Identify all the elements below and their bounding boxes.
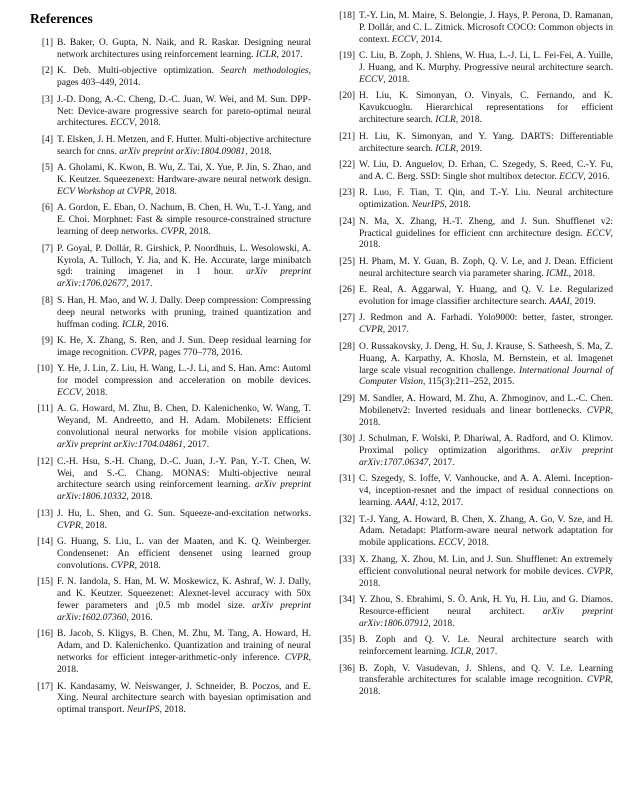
reference-number: [6] (41, 203, 53, 214)
venue-name: CVPR (130, 347, 155, 358)
reference-item (30, 336, 311, 360)
reference-item (332, 285, 613, 309)
reference-number: [25] (339, 256, 355, 267)
reference-item (30, 135, 311, 159)
reference-number: [12] (37, 456, 53, 467)
reference-number: [13] (37, 508, 53, 519)
reference-text: F. N. Iandola, S. Han, M. W. Moskewicz, K. Ashraf, W. J. Dally, and K. Keutzer. Squeezenet: Alexnet-level accuracy with 50x fewer parameters and ¡0.5 mb model size. arXiv preprint arXiv:1602.07360, 2016. (57, 577, 311, 623)
reference-number: [7] (41, 243, 53, 254)
reference-number: [23] (339, 188, 355, 199)
reference-item (30, 509, 311, 533)
reference-list-left (30, 38, 311, 717)
venue-name: ECCV (359, 75, 384, 86)
reference-item (332, 474, 613, 510)
reference-text: O. Russakovsky, J. Deng, H. Su, J. Krause, S. Satheesh, S. Ma, Z. Huang, A. Karpathy, A. Khosla, M. Bernstein, et al. Imagenet large scale visual recognition challenge. International Journal of Computer Vision, 115(3):211–252, 2015. (359, 341, 613, 388)
reference-text: T. Elsken, J. H. Metzen, and F. Hutter. Multi-objective architecture search for cnns. arXiv preprint arXiv:1804.09081, 2018. (57, 134, 311, 157)
reference-text: B. Zoph and Q. V. Le. Neural architecture search with reinforcement learning. ICLR, 2017. (359, 635, 613, 658)
venue-name: Search methodologies (220, 66, 309, 77)
reference-text: J. Redmon and A. Farhadi. Yolo9000: better, faster, stronger. CVPR, 2017. (359, 313, 613, 336)
reference-item (30, 404, 311, 452)
venue-name: ECCV (559, 171, 584, 182)
venue-name: NeurIPS (126, 705, 160, 716)
reference-number: [28] (339, 341, 355, 352)
reference-text: E. Real, A. Aggarwal, Y. Huang, and Q. V. Le. Regularized evolution for image classifier architecture search. AAAI, 2019. (359, 285, 613, 308)
reference-text: K. He, X. Zhang, S. Ren, and J. Sun. Deep residual learning for image recognition. CVPR, pages 770–778, 2016. (57, 335, 311, 358)
section-heading: References (30, 11, 93, 26)
reference-item (332, 188, 613, 212)
reference-text: N. Ma, X. Zhang, H.-T. Zheng, and J. Sun. Shufflenet v2: Practical guidelines for efficient cnn architecture design. ECCV, 2018. (359, 216, 613, 251)
reference-text: C. Szegedy, S. Ioffe, V. Vanhoucke, and A. A. Alemi. Inception-v4, inception-resnet and the impact of residual connections on learning. AAAI, 4:12, 2017. (359, 474, 613, 509)
reference-number: [35] (339, 635, 355, 646)
reference-number: [27] (339, 313, 355, 324)
reference-text: G. Huang, S. Liu, L. van der Maaten, and K. Q. Weinberger. Condensenet: An efficient densenet using learned group convolutions. CVPR, 2018. (57, 537, 311, 571)
reference-number: [29] (339, 393, 355, 404)
reference-item (332, 11, 613, 47)
reference-text: J. Hu, L. Shen, and G. Sun. Squeeze-and-excitation networks. CVPR, 2018. (57, 508, 311, 531)
reference-item (332, 313, 613, 337)
venue-name: International Journal of Computer Vision (359, 365, 613, 388)
reference-number: [5] (41, 163, 53, 174)
reference-text: P. Goyal, P. Dollár, R. Girshick, P. Noordhuis, L. Wesolowski, A. Kyrola, A. Tulloch, Y. Jia, and K. He. Accurate, large minibatch sgd: training imagenet in 1 hour. arXiv preprint arXiv:1706.02677, 2017. (57, 243, 311, 290)
reference-text: W. Liu, D. Anguelov, D. Erhan, C. Szegedy, S. Reed, C.-Y. Fu, and A. C. Berg. SSD: Single shot multibox detector. ECCV, 2016. (359, 159, 613, 182)
left-column (30, 11, 311, 786)
reference-item (332, 515, 613, 551)
reference-number: [18] (339, 11, 355, 21)
right-column (332, 11, 613, 786)
reference-item (30, 629, 311, 677)
reference-number: [4] (41, 134, 53, 145)
reference-item (332, 217, 613, 253)
reference-text: H. Liu, K. Simonyan, O. Vinyals, C. Fernando, and K. Kavukcuoglu. Hierarchical representations for efficient architecture search. ICLR, 2018. (359, 91, 613, 126)
venue-name: ECCV (57, 388, 82, 399)
reference-text: J. Schulman, F. Wolski, P. Dhariwal, A. Radford, and O. Klimov. Proximal policy optimization algorithms. arXiv preprint arXiv:1707.06347, 2017. (359, 434, 613, 468)
reference-number: [3] (41, 94, 53, 105)
reference-item (30, 203, 311, 239)
venue-name: ECCV (391, 34, 416, 45)
venue-name: ICLR (450, 647, 472, 658)
reference-item (30, 577, 311, 625)
reference-item (332, 342, 613, 390)
reference-item (332, 257, 613, 281)
venue-name: arXiv preprint arXiv:1806.07912 (359, 606, 613, 629)
reference-text: J.-D. Dong, A.-C. Cheng, D.-C. Juan, W. Wei, and M. Sun. DPP-Net: Device-aware progressive search for pareto-optimal neural architectures. ECCV, 2018. (57, 94, 311, 129)
reference-text: S. Han, H. Mao, and W. J. Dally. Deep compression: Compressing deep neural networks with pruning, trained quantization and huffman coding. ICLR, 2016. (57, 295, 311, 330)
venue-name: CVPR (110, 560, 135, 571)
reference-number: [11] (37, 404, 53, 415)
venue-name: AAAI (394, 498, 416, 509)
reference-text: C.-H. Hsu, S.-H. Chang, D.-C. Juan, J.-Y. Pan, Y.-T. Chen, W. Wei, and S.-C. Chang. MONAS: Multi-objective neural architecture search using reinforcement learning. arXiv preprint arXiv:1806.10332, 2018. (57, 456, 311, 503)
venue-name: arXiv preprint arXiv:1706.02677 (57, 267, 311, 290)
reference-number: [22] (339, 159, 355, 170)
venue-name: arXiv preprint arXiv:1806.10332 (57, 480, 311, 503)
reference-number: [32] (339, 514, 355, 525)
reference-text: H. Liu, K. Simonyan, and Y. Yang. DARTS: Differentiable architecture search. ICLR, 2019. (359, 131, 613, 154)
reference-text: T.-J. Yang, A. Howard, B. Chen, X. Zhang, A. Go, V. Sze, and H. Adam. Netadapt: Platform-aware neural network adaptation for mobile applications. ECCV, 2018. (359, 514, 613, 549)
reference-number: [1] (41, 38, 53, 48)
reference-text: B. Zoph, V. Vasudevan, J. Shlens, and Q. V. Le. Learning transferable architectures for scalable image recognition. CVPR, 2018. (359, 663, 613, 698)
venue-name: AAAI (549, 297, 570, 308)
reference-item (332, 434, 613, 470)
reference-text: M. Sandler, A. Howard, M. Zhu, A. Zhmoginov, and L.-C. Chen. Mobilenetv2: Inverted residuals and linear bottlenecks. CVPR, 2018. (359, 393, 613, 428)
reference-number: [17] (37, 681, 53, 692)
reference-item (332, 664, 613, 700)
venue-name: ECV Workshop at CVPR (57, 186, 151, 197)
reference-number: [8] (41, 295, 53, 306)
reference-text: K. Kandasamy, W. Neiswanger, J. Schneider, B. Poczos, and E. Xing. Neural architecture search with bayesian optimisation and optimal transport. NeurIPS, 2018. (57, 681, 311, 716)
reference-item (30, 66, 311, 90)
venue-name: NeurIPS (411, 200, 445, 211)
reference-number: [30] (339, 434, 355, 445)
venue-name: ECCV (110, 118, 135, 129)
venue-name: CVPR (586, 675, 611, 686)
venue-name: ICLR (435, 143, 456, 154)
reference-text: A. Gholami, K. Kwon, B. Wu, Z. Tai, X. Yue, P. Jin, S. Zhao, and K. Keutzer. Squeezenext: Hardware-aware neural network design. ECV Workshop at CVPR, 2018. (57, 163, 311, 197)
venue-name: CVPR (586, 566, 611, 577)
venue-name: ICLR (435, 115, 456, 126)
venue-name: arXiv preprint arXiv:1602.07360 (57, 601, 311, 623)
reference-number: [14] (37, 537, 53, 548)
reference-item (332, 160, 613, 184)
reference-text: A. Gordon, E. Eban, O. Nachum, B. Chen, H. Wu, T.-J. Yang, and E. Choi. Morphnet: Fast & simple resource-constrained structure learning of deep networks. CVPR, 2018. (57, 203, 311, 238)
venue-name: arXiv preprint arXiv:1804.09081 (119, 146, 246, 157)
reference-text: A. G. Howard, M. Zhu, B. Chen, D. Kalenichenko, W. Wang, T. Weyand, M. Andreetto, and H. Adam. Mobilenets: Efficient convolutional neural networks for mobile vision applications. arXiv preprint arXiv:1704.04861, 2017. (57, 404, 311, 451)
reference-number: [19] (339, 51, 355, 62)
reference-number: [10] (37, 364, 53, 375)
reference-number: [21] (339, 131, 355, 142)
venue-name: arXiv preprint arXiv:1704.04861 (57, 440, 184, 451)
reference-number: [26] (339, 285, 355, 296)
reference-item (30, 95, 311, 131)
reference-item (30, 163, 311, 199)
reference-item (332, 635, 613, 659)
reference-item (332, 394, 613, 430)
reference-text: H. Pham, M. Y. Guan, B. Zoph, Q. V. Le, and J. Dean. Efficient neural architecture search via parameter sharing. ICML, 2018. (359, 256, 613, 279)
reference-number: [9] (41, 335, 53, 346)
reference-text: Y. Zhou, S. Ebrahimi, S. Ö. Arık, H. Yu, H. Liu, and G. Diamos. Resource-efficient neural architect. arXiv preprint arXiv:1806.07912, 2018. (359, 594, 613, 629)
venue-name: CVPR (359, 325, 383, 336)
reference-number: [24] (339, 216, 355, 227)
reference-item (332, 595, 613, 631)
venue-name: ICML (546, 268, 569, 279)
venue-name: CVPR (57, 520, 81, 531)
reference-item (332, 555, 613, 591)
reference-number: [33] (339, 554, 355, 565)
reference-item (332, 51, 613, 87)
reference-list-right (332, 11, 613, 699)
reference-text: X. Zhang, X. Zhou, M. Lin, and J. Sun. Shufflenet: An extremely efficient convolutional neural network for mobile devices. CVPR, 2018. (359, 554, 613, 589)
venue-name: ECCV (586, 228, 611, 239)
reference-number: [31] (339, 474, 355, 485)
reference-number: [15] (37, 577, 53, 588)
reference-item (30, 364, 311, 400)
reference-item (332, 91, 613, 127)
reference-item (30, 38, 311, 62)
venue-name: CVPR (284, 653, 309, 664)
reference-text: R. Luo, F. Tian, T. Qin, and T.-Y. Liu. Neural architecture optimization. NeurIPS, 2018. (359, 188, 613, 211)
reference-text: C. Liu, B. Zoph, J. Shlens, W. Hua, L.-J. Li, L. Fei-Fei, A. Yuille, J. Huang, and K. Murphy. Progressive neural architecture search. ECCV, 2018. (359, 51, 613, 86)
reference-number: [36] (339, 663, 355, 674)
reference-number: [34] (339, 594, 355, 605)
venue-name: ICLR (122, 319, 143, 330)
reference-item (30, 537, 311, 573)
reference-item (332, 132, 613, 156)
reference-number: [20] (339, 91, 355, 102)
venue-name: ECCV (438, 538, 463, 549)
reference-item (30, 244, 311, 292)
venue-name: ICLR (255, 49, 277, 60)
reference-item (30, 682, 311, 718)
reference-text: K. Deb. Multi-objective optimization. Search methodologies, pages 403–449, 2014. (57, 66, 311, 89)
reference-text: B. Baker, O. Gupta, N. Naik, and R. Raskar. Designing neural network architectures using reinforcement learning. ICLR, 2017. (57, 38, 311, 60)
reference-text: Y. He, J. Lin, Z. Liu, H. Wang, L.-J. Li, and S. Han. Amc: Automl for model compression and acceleration on mobile devices. ECCV, 2018. (57, 364, 311, 399)
reference-number: [16] (37, 629, 53, 640)
reference-number: [2] (41, 66, 53, 77)
reference-text: B. Jacob, S. Kligys, B. Chen, M. Zhu, M. Tang, A. Howard, H. Adam, and D. Kalenichenko. Quantization and training of neural networks for efficient integer-arithmetic-only inference. CVPR, 2018. (57, 629, 311, 676)
venue-name: arXiv preprint arXiv:1707.06347 (359, 446, 613, 468)
reference-item (30, 296, 311, 332)
venue-name: CVPR (160, 227, 185, 238)
reference-item (30, 457, 311, 505)
reference-text: T.-Y. Lin, M. Maire, S. Belongie, J. Hays, P. Perona, D. Ramanan, P. Dollár, and C. L. Zitnick. Microsoft COCO: Common objects in context. ECCV, 2014. (359, 11, 613, 45)
venue-name: CVPR (586, 405, 611, 416)
